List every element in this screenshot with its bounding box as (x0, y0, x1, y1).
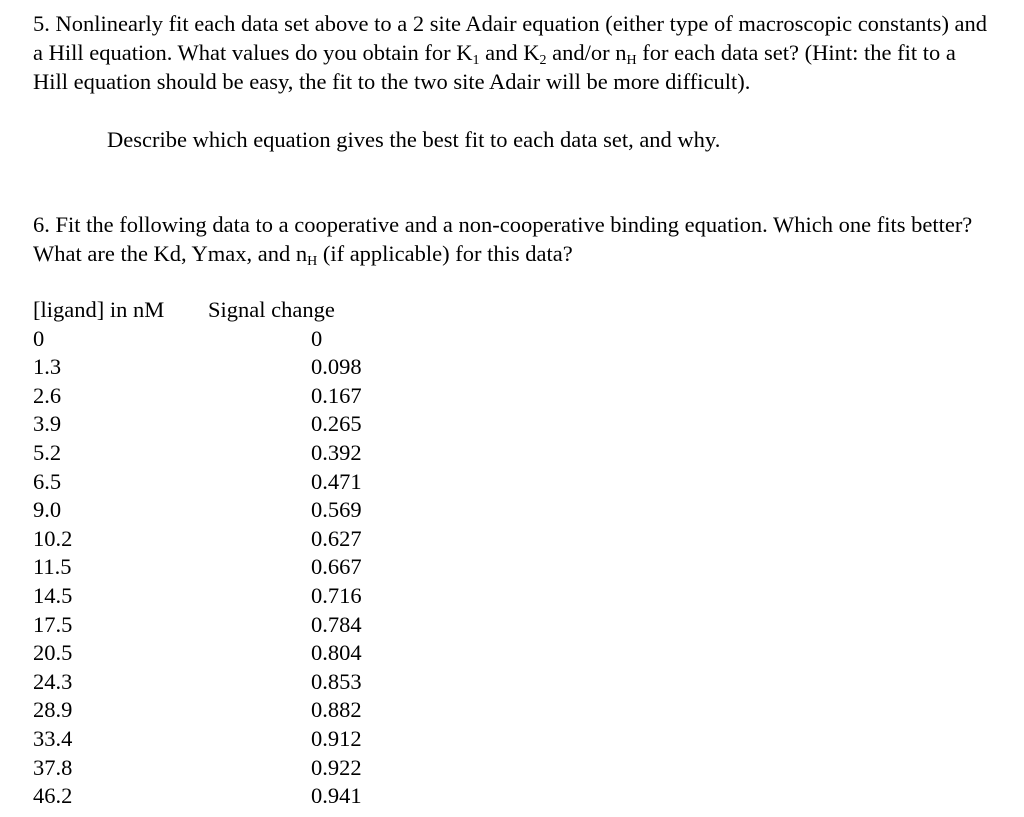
question-5-text-2: and K (479, 40, 540, 65)
signal-cell: 0.941 (311, 783, 362, 809)
ligand-cell: 14.5 (33, 582, 73, 608)
ligand-cell: 9.0 (33, 497, 62, 523)
column-header-signal: Signal change (208, 297, 335, 322)
ligand-cell: 3.9 (33, 411, 62, 437)
ligand-cell: 20.5 (33, 640, 73, 666)
subscript-1: 1 (472, 53, 480, 68)
question-5-text-1: 5. Nonlinearly fit each data set above to a 2 site Adair equation (either type of macroscopic constants) and a Hill equation. What values do you obtain for K (33, 11, 988, 65)
ligand-cell: 24.3 (33, 668, 73, 694)
table-row (33, 382, 451, 411)
subscript-h: H (626, 53, 637, 68)
table-row (33, 639, 451, 668)
ligand-cell: 33.4 (33, 725, 73, 751)
signal-cell: 0.667 (311, 554, 362, 580)
signal-cell: 0.265 (311, 411, 362, 437)
data-table (33, 296, 451, 811)
table-header-row (33, 296, 451, 325)
signal-cell: 0.569 (311, 497, 362, 523)
table-row (33, 754, 451, 783)
question-6-text-1: 6. Fit the following data to a cooperative and a non-cooperative binding equation. Which one fits better? What are the Kd, Ymax, and n (33, 212, 973, 266)
table-row (33, 553, 451, 582)
question-5-followup: Describe which equation gives the best fit to each data set, and why. (107, 127, 721, 152)
table-body (33, 325, 451, 811)
signal-cell: 0.784 (311, 611, 362, 637)
table-row (33, 410, 451, 439)
table-row (33, 725, 451, 754)
signal-cell: 0.392 (311, 439, 362, 465)
question-6-text-2: (if applicable) for this data? (317, 241, 573, 266)
table-row (33, 325, 451, 354)
table-row (33, 582, 451, 611)
ligand-cell: 5.2 (33, 439, 62, 465)
ligand-cell: 10.2 (33, 525, 73, 551)
ligand-cell: 37.8 (33, 754, 73, 780)
signal-cell: 0.922 (311, 754, 362, 780)
table-row (33, 525, 451, 554)
signal-cell: 0.804 (311, 640, 362, 666)
question-5-text-3: and/or n (546, 40, 627, 65)
subscript-2: 2 (539, 53, 547, 68)
ligand-cell: 6.5 (33, 468, 62, 494)
ligand-cell: 0 (33, 325, 45, 351)
question-5-text-4: for each data set? (Hint: the fit to a Hill equation should be easy, the fit to the two site Adair will be more difficult). (33, 40, 956, 94)
table-row (33, 782, 451, 811)
ligand-cell: 11.5 (33, 554, 72, 580)
table-row (33, 439, 451, 468)
table-row (33, 696, 451, 725)
table-row (33, 496, 451, 525)
signal-cell: 0.853 (311, 668, 362, 694)
signal-cell: 0.912 (311, 725, 362, 751)
subscript-h: H (307, 254, 318, 269)
signal-cell: 0.716 (311, 582, 362, 608)
signal-cell: 0.098 (311, 354, 362, 380)
table-row (33, 668, 451, 697)
ligand-cell: 46.2 (33, 783, 73, 809)
ligand-cell: 17.5 (33, 611, 73, 637)
question-5 (33, 9, 993, 96)
signal-cell: 0.627 (311, 525, 362, 551)
ligand-cell: 2.6 (33, 382, 62, 408)
ligand-cell: 1.3 (33, 354, 62, 380)
table-row (33, 353, 451, 382)
table-row (33, 611, 451, 640)
signal-cell: 0.471 (311, 468, 362, 494)
ligand-cell: 28.9 (33, 697, 73, 723)
column-header-ligand: [ligand] in nM (33, 297, 165, 322)
table-row (33, 468, 451, 497)
signal-cell: 0.882 (311, 697, 362, 723)
question-6 (33, 210, 993, 268)
signal-cell: 0 (311, 325, 323, 351)
signal-cell: 0.167 (311, 382, 362, 408)
